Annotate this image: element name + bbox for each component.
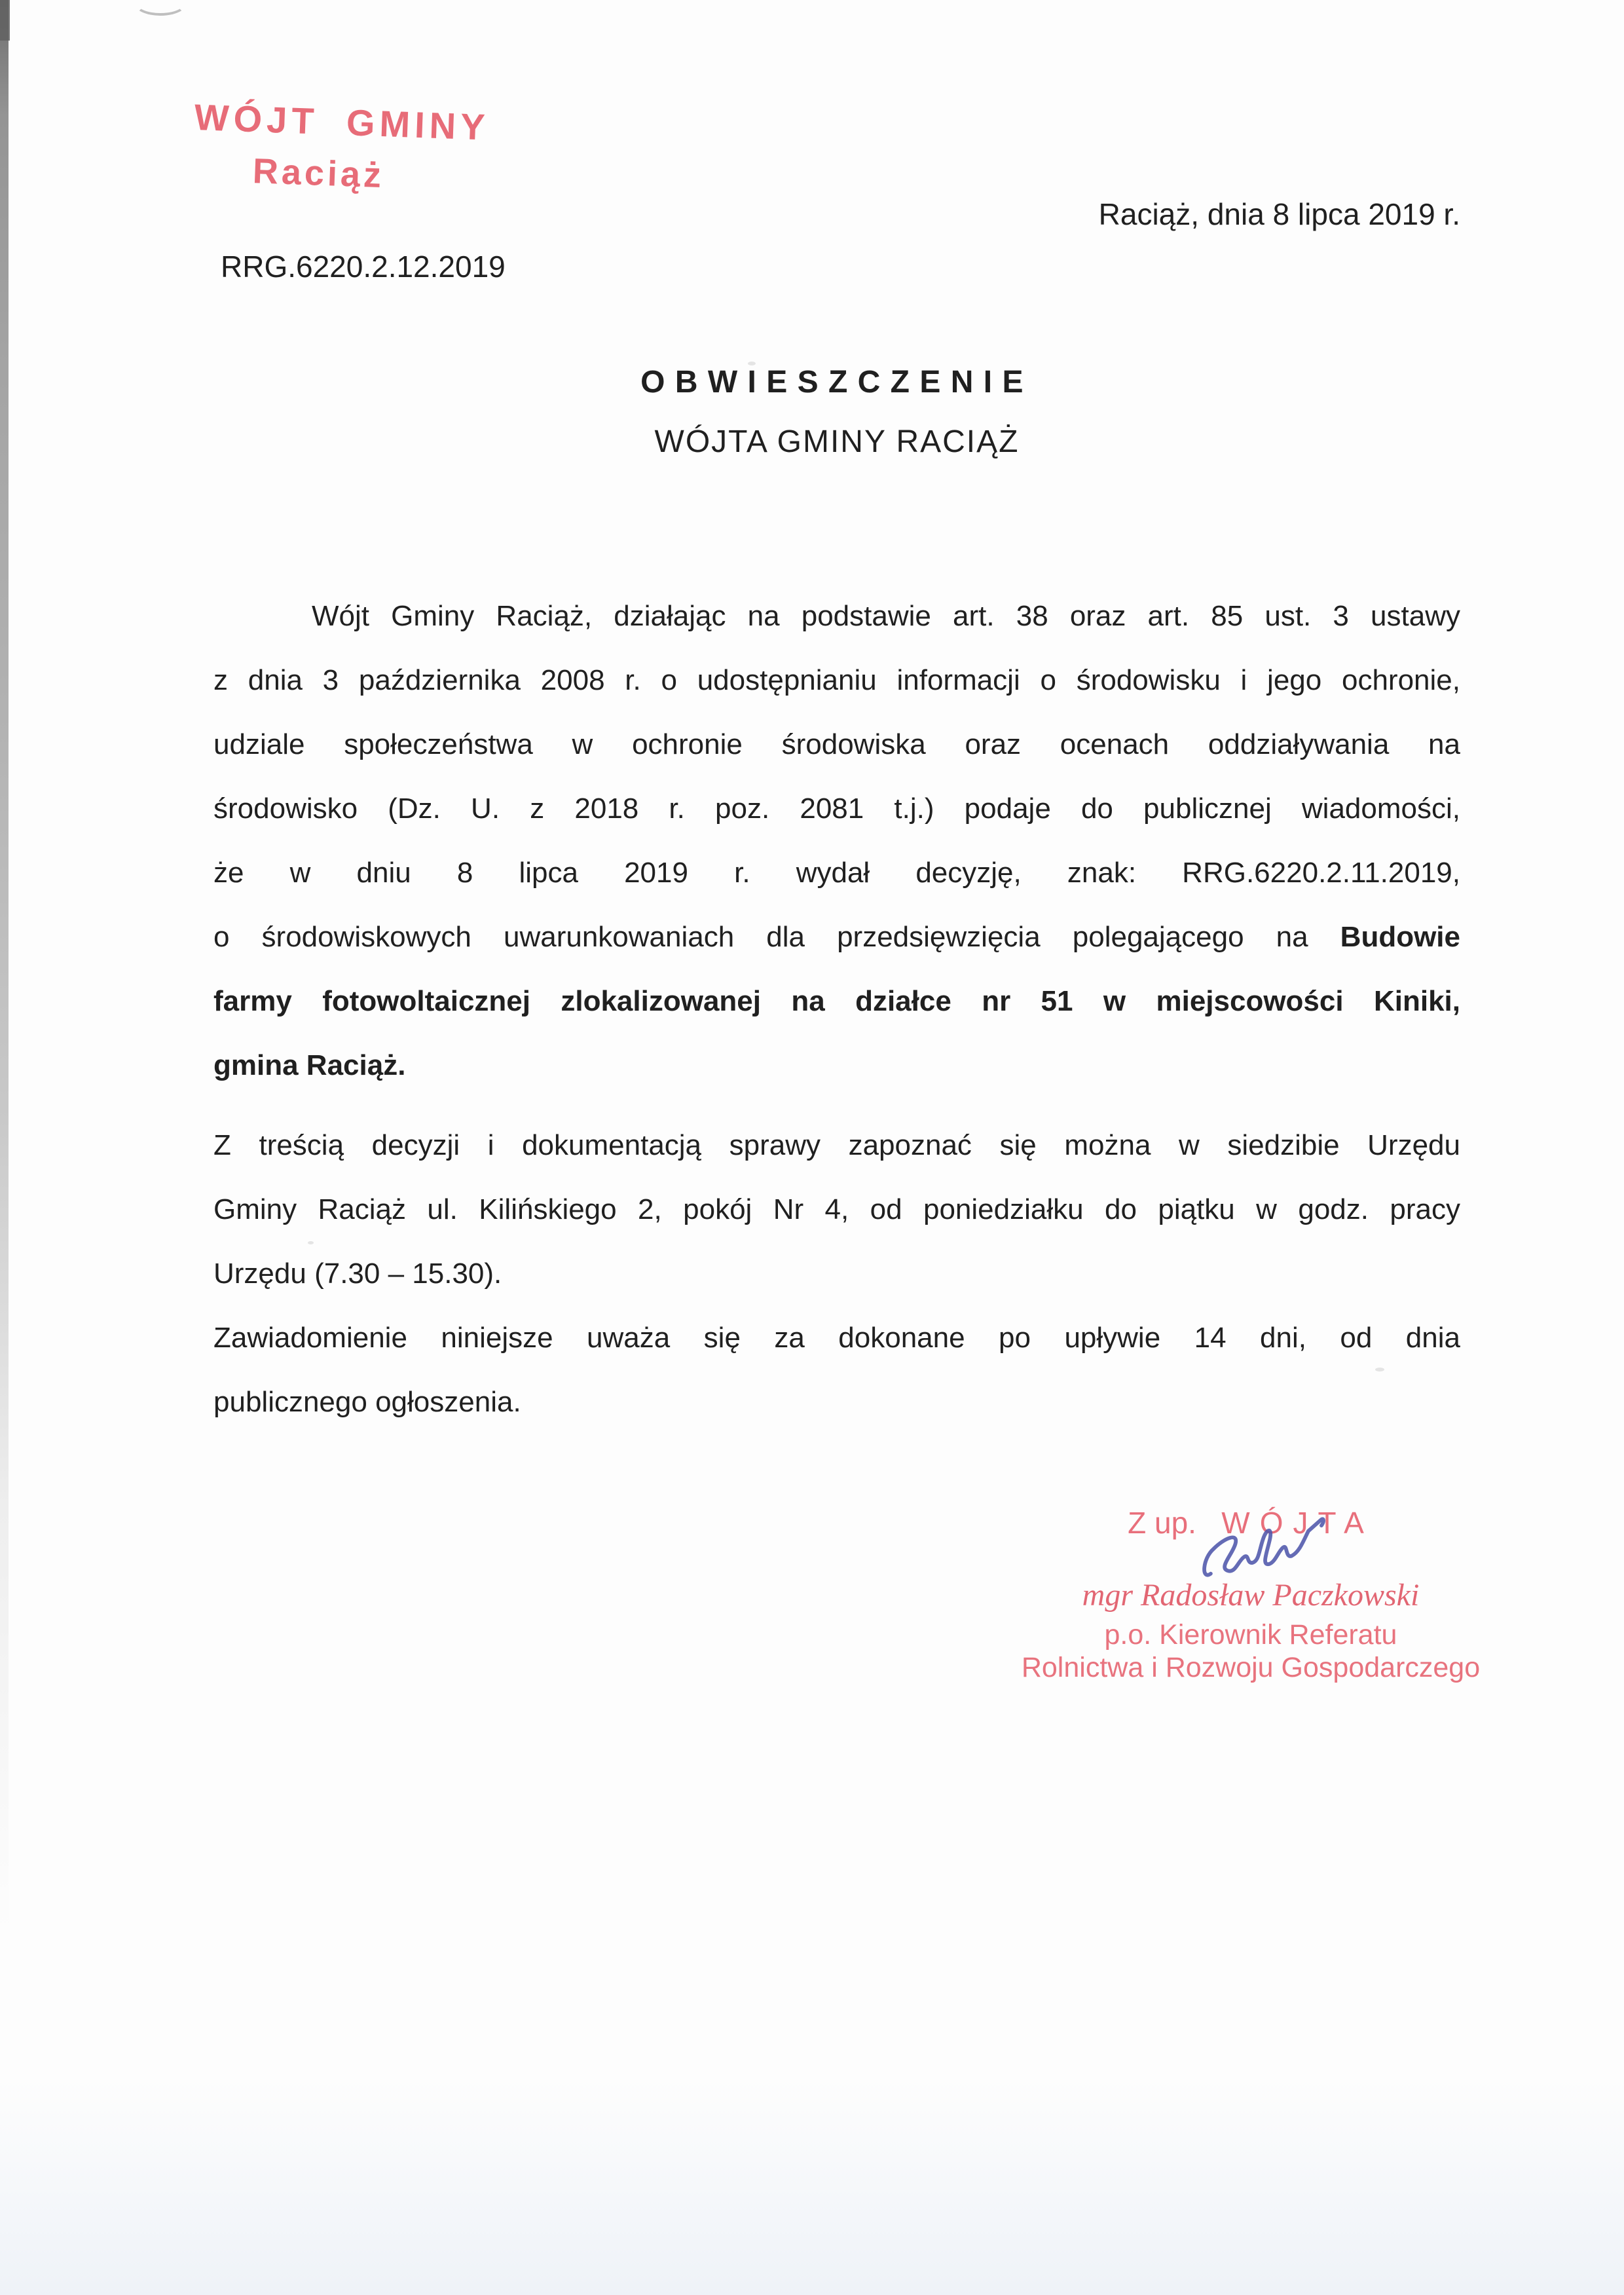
text-line: Z treścią decyzji i dokumentacją sprawy zapoznać się można w siedzibie Urzędu xyxy=(213,1129,1460,1161)
paragraph-legal-basis xyxy=(213,584,1460,1098)
signer-name: mgr Radosław Paczkowski xyxy=(1082,1578,1420,1613)
document-subtitle: WÓJTA GMINY RACIĄŻ xyxy=(654,424,1020,459)
reference-number: RRG.6220.2.12.2019 xyxy=(221,250,506,284)
document-title: OBWIESZCZENIE xyxy=(640,365,1033,400)
authorization-prefix: Z up. xyxy=(1128,1506,1196,1540)
text-line xyxy=(213,905,1460,969)
municipal-office-stamp xyxy=(192,96,490,200)
stamp-office-name: WÓJT GMINY xyxy=(193,96,490,148)
text-line: z dnia 3 października 2008 r. o udostępnianiu informacji o środowisku i jego ochronie, xyxy=(213,664,1460,696)
text-line: że w dniu 8 lipca 2019 r. wydał decyzję, znak: RRG.6220.2.11.2019, xyxy=(213,857,1460,889)
signer-title-line-2: Rolnictwa i Rozwoju Gospodarczego xyxy=(1021,1652,1481,1683)
paragraph-notice-period xyxy=(213,1306,1460,1434)
stamp-town-name: Raciąż xyxy=(251,151,386,196)
text-segment-bold: Budowie xyxy=(1340,921,1460,953)
text-line: farmy fotowoltaicznej zlokalizowanej na działce nr 51 w miejscowości Kiniki, xyxy=(213,985,1460,1017)
paragraph-inspection-info xyxy=(213,1113,1460,1306)
handwritten-signature xyxy=(1198,1514,1336,1586)
scan-edge-artifact xyxy=(0,0,9,1932)
text-line: publicznego ogłoszenia. xyxy=(213,1386,521,1418)
scan-bottom-tint-artifact xyxy=(0,2079,1624,2295)
page-curl-artifact xyxy=(134,0,187,16)
text-line: Wójt Gminy Raciąż, działając na podstawie art. 38 oraz art. 85 ust. 3 ustawy xyxy=(312,600,1460,632)
text-line: środowisko (Dz. U. z 2018 r. poz. 2081 t.j.) podaje do publicznej wiadomości, xyxy=(213,793,1460,825)
authorization-word: WÓJTA xyxy=(1221,1506,1374,1540)
date-line: Raciąż, dnia 8 lipca 2019 r. xyxy=(1098,197,1460,231)
text-line: udziale społeczeństwa w ochronie środowiska oraz ocenach oddziaływania na xyxy=(213,728,1460,760)
scan-edge-corner-artifact xyxy=(0,0,10,41)
text-line: Gminy Raciąż ul. Kilińskiego 2, pokój Nr 4, od poniedziałku do piątku w godz. pracy xyxy=(213,1193,1460,1225)
text-line: Zawiadomienie niniejsze uważa się za dokonane po upływie 14 dni, od dnia xyxy=(213,1322,1460,1354)
text-line: gmina Raciąż. xyxy=(213,1049,406,1081)
document-title-block xyxy=(213,364,1460,460)
text-line: Urzędu (7.30 – 15.30). xyxy=(213,1258,502,1290)
signer-title-line-1: p.o. Kierownik Referatu xyxy=(1104,1619,1397,1651)
text-segment: o środowiskowych uwarunkowaniach dla przedsięwzięcia polegającego na xyxy=(213,921,1340,953)
